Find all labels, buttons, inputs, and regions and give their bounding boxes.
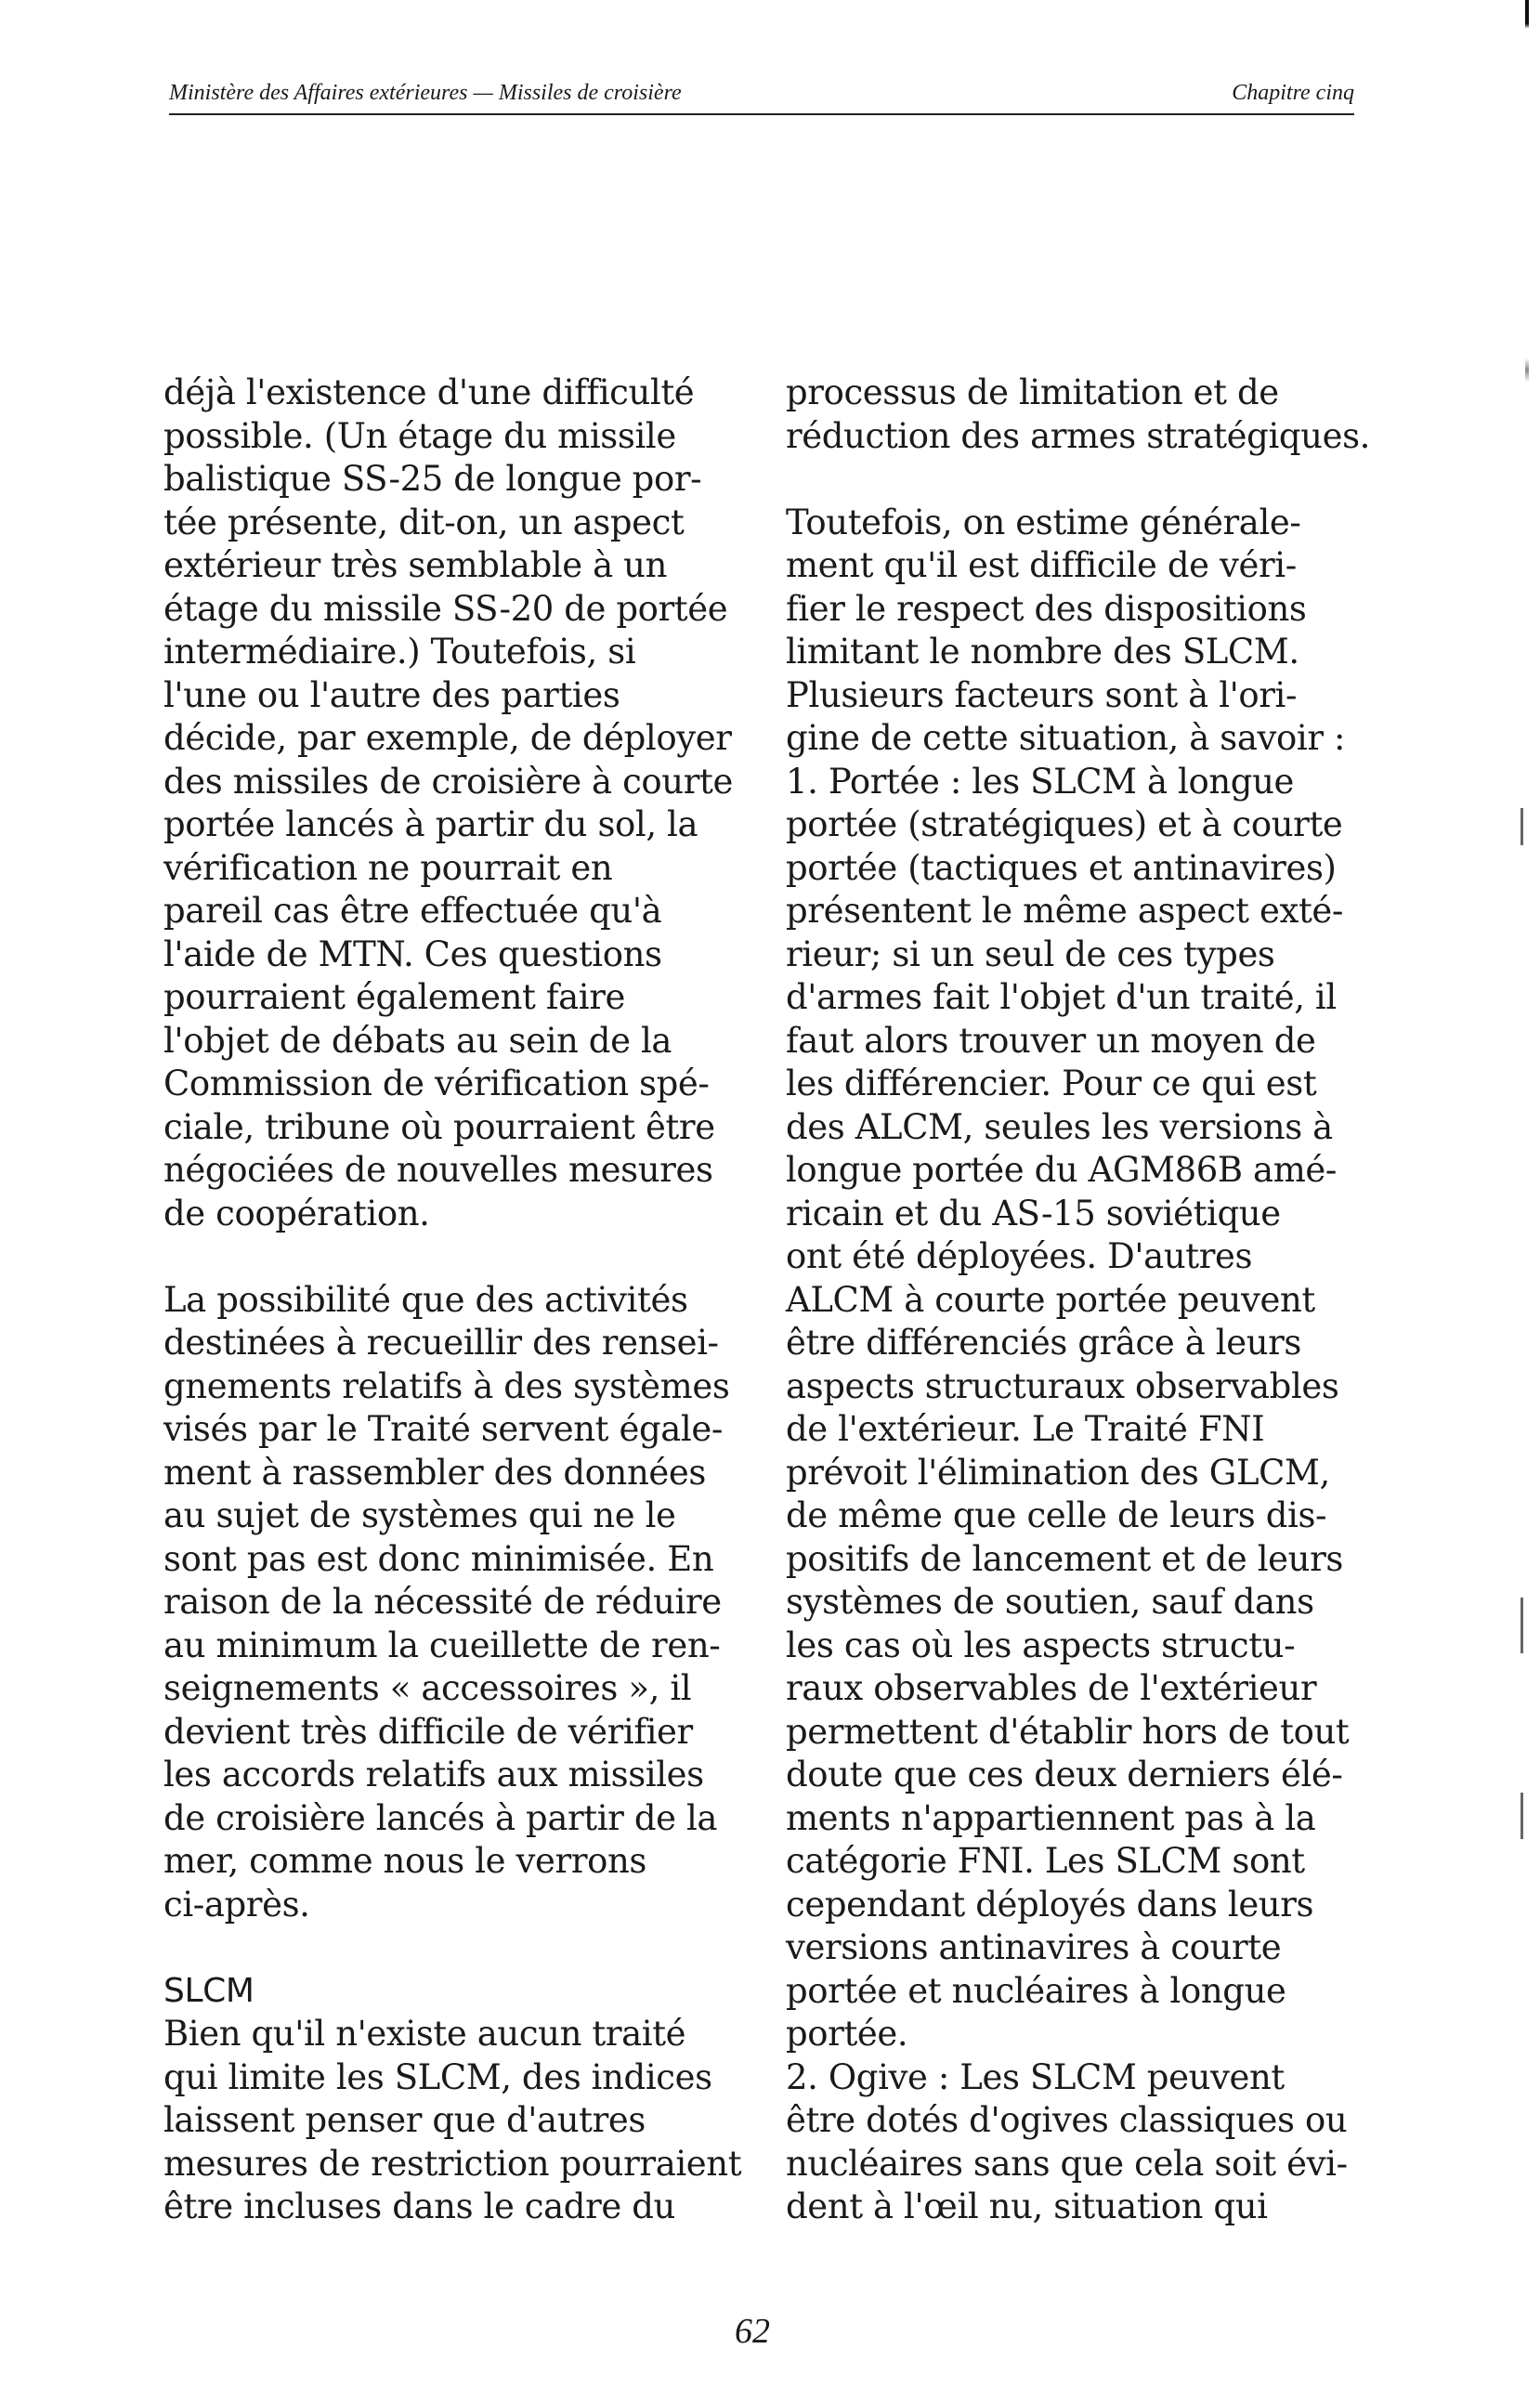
paragraph (163, 1279, 758, 1927)
text-line: l'une ou l'autre des parties (163, 674, 620, 715)
text-line: des ALCM, seules les versions à (786, 1106, 1333, 1147)
text-line: limitant le nombre des SLCM. (786, 632, 1299, 672)
text-line: permettent d'établir hors de tout (786, 1711, 1350, 1752)
text-line: seignements « accessoires », il (163, 1668, 692, 1708)
text-line: les différencier. Pour ce qui est (786, 1064, 1317, 1103)
paragraph (163, 372, 758, 1235)
text-line: de coopération. (163, 1193, 430, 1233)
text-line: Bien qu'il n'existe aucun traité (163, 2014, 686, 2054)
text-line: Plusieurs facteurs sont à l'ori- (786, 674, 1298, 715)
text-line: processus de limitation et de (786, 372, 1279, 412)
text-line: ci-après. (163, 1884, 310, 1925)
text-line: fier le respect des dispositions (786, 588, 1307, 629)
text-line: gnements relatifs à des systèmes (163, 1365, 730, 1406)
text-line: extérieur très semblable à un (163, 545, 668, 585)
text-line: portée (stratégiques) et à courte (786, 804, 1343, 844)
text-line: présentent le même aspect exté- (786, 891, 1344, 931)
text-line: vérification ne pourrait en (163, 847, 613, 888)
paragraph-gap (163, 1926, 758, 1970)
text-line: cependant déployés dans leurs (786, 1884, 1314, 1925)
text-line: gine de cette situation, à savoir : (786, 718, 1346, 758)
text-line: balistique SS-25 de longue por- (163, 459, 702, 499)
text-line: au sujet de systèmes qui ne le (163, 1495, 676, 1535)
text-line: versions antinavires à courte (786, 1927, 1282, 1967)
text-line: faut alors trouver un moyen de (786, 1020, 1316, 1061)
page-number: 62 (735, 2312, 770, 2351)
paragraph (786, 372, 1380, 458)
text-line: Commission de vérification spé- (163, 1064, 710, 1103)
text-line: étage du missile SS-20 de portée (163, 588, 728, 629)
scan-artifact-mark (1520, 808, 1523, 845)
text-line: raux observables de l'extérieur (786, 1668, 1317, 1708)
text-line: décide, par exemple, de déployer (163, 718, 732, 758)
text-line: de l'extérieur. Le Traité FNI (786, 1409, 1265, 1449)
text-line: prévoit l'élimination des GLCM, (786, 1452, 1330, 1493)
text-line: ments n'appartiennent pas à la (786, 1797, 1316, 1838)
text-line: de même que celle de leurs dis- (786, 1495, 1327, 1535)
text-line: longue portée du AGM86B amé- (786, 1150, 1337, 1190)
text-line: réduction des armes stratégiques. (786, 415, 1371, 456)
paragraph-gap (163, 1235, 758, 1279)
text-line: portée et nucléaires à longue (786, 1970, 1286, 2011)
text-line: être incluses dans le cadre du (163, 2186, 675, 2226)
text-line: les accords relatifs aux missiles (163, 1755, 704, 1794)
text-line: l'objet de débats au sein de la (163, 1020, 672, 1061)
text-line: ricain et du AS-15 soviétique (786, 1193, 1281, 1233)
text-line: d'armes fait l'objet d'un traité, il (786, 977, 1337, 1017)
text-line: déjà l'existence d'une difficulté (163, 372, 695, 412)
text-line: ment à rassembler des données (163, 1452, 706, 1493)
text-line: l'aide de MTN. Ces questions (163, 933, 662, 974)
text-line: ALCM à courte portée peuvent (786, 1279, 1315, 1320)
text-line: être dotés d'ogives classiques ou (786, 2100, 1348, 2140)
text-line: aspects structuraux observables (786, 1365, 1339, 1406)
text-line: les cas où les aspects structu- (786, 1625, 1296, 1665)
text-line: devient très difficile de vérifier (163, 1711, 693, 1752)
left-text-column (163, 372, 758, 2229)
right-text-column (786, 372, 1380, 2229)
text-line: ment qu'il est difficile de véri- (786, 545, 1297, 585)
text-line: qui limite les SLCM, des indices (163, 2056, 712, 2097)
text-line: mer, comme nous le verrons (163, 1841, 646, 1881)
text-line: portée. (786, 2014, 908, 2054)
text-line: des missiles de croisière à courte (163, 761, 733, 802)
text-line: pareil cas être effectuée qu'à (163, 891, 662, 931)
text-line: négociées de nouvelles mesures (163, 1150, 713, 1190)
text-line: au minimum la cueillette de ren- (163, 1625, 721, 1665)
scan-artifact-mark (1520, 1793, 1523, 1839)
text-line: de croisière lancés à partir de la (163, 1797, 718, 1838)
text-line: mesures de restriction pourraient (163, 2143, 742, 2184)
text-line: intermédiaire.) Toutefois, si (163, 632, 636, 672)
text-line: systèmes de soutien, sauf dans (786, 1582, 1314, 1622)
scan-artifact-mark (1520, 1598, 1523, 1653)
paragraph (163, 2013, 758, 2229)
text-line: 2. Ogive : Les SLCM peuvent (786, 2056, 1285, 2097)
text-line: sont pas est donc minimisée. En (163, 1538, 714, 1579)
paragraph (786, 502, 1380, 2229)
header-publication-title: Ministère des Affaires extérieures — Missiles de croisière (169, 81, 682, 105)
text-line: portée (tactiques et antinavires) (786, 847, 1337, 888)
text-line: laissent penser que d'autres (163, 2100, 646, 2140)
text-line: tée présente, dit-on, un aspect (163, 502, 685, 542)
running-header (169, 76, 1354, 115)
text-line: doute que ces deux derniers élé- (786, 1755, 1343, 1794)
text-line: visés par le Traité servent égale- (163, 1409, 723, 1449)
text-line: ont été déployées. D'autres (786, 1236, 1253, 1276)
text-line: raison de la nécessité de réduire (163, 1582, 722, 1622)
text-line: être différenciés grâce à leurs (786, 1323, 1301, 1363)
text-line: La possibilité que des activités (163, 1279, 688, 1320)
text-line: positifs de lancement et de leurs (786, 1538, 1343, 1579)
header-chapter-title: Chapitre cinq (1232, 81, 1354, 105)
text-line: rieur; si un seul de ces types (786, 933, 1275, 974)
paragraph-gap (786, 458, 1380, 502)
text-line: Toutefois, on estime générale- (786, 502, 1301, 542)
text-line: catégorie FNI. Les SLCM sont (786, 1841, 1305, 1881)
text-line: destinées à recueillir des rensei- (163, 1323, 719, 1363)
text-line: ciale, tribune où pourraient être (163, 1106, 715, 1147)
text-line: dent à l'œil nu, situation qui (786, 2186, 1268, 2226)
text-line: pourraient également faire (163, 977, 625, 1017)
text-line: nucléaires sans que cela soit évi- (786, 2143, 1348, 2184)
section-heading: SLCM (163, 1971, 254, 2010)
text-line: possible. (Un étage du missile (163, 415, 676, 456)
scan-border-edge (1525, 0, 1529, 2388)
text-line: 1. Portée : les SLCM à longue (786, 761, 1294, 802)
text-line: portée lancés à partir du sol, la (163, 804, 698, 844)
